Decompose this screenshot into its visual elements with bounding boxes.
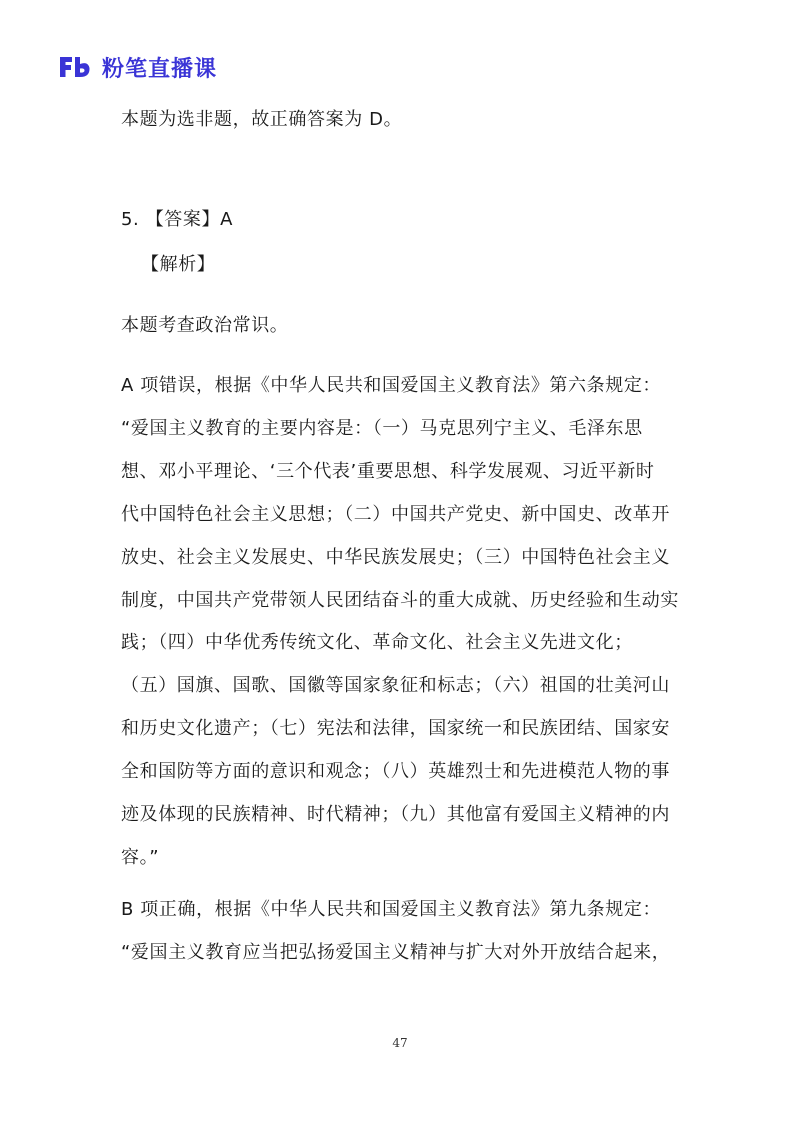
text-line: 制度，中国共产党带领人民团结奋斗的重大成就、历史经验和生动实 bbox=[121, 590, 679, 611]
text-line: 和历史文化遗产；（七）宪法和法律，国家统一和民族团结、国家安 bbox=[121, 718, 670, 739]
text-line: （五）国旗、国歌、国徽等国家象征和标志；（六）祖国的壮美河山 bbox=[121, 675, 670, 696]
text-line: 全和国防等方面的意识和观念；（八）英雄烈士和先进模范人物的事 bbox=[121, 761, 670, 782]
text-line: 容。” bbox=[121, 847, 160, 868]
page-header bbox=[58, 52, 217, 82]
answer-heading: 5. 【答案】A bbox=[121, 209, 234, 230]
text-line: 本题为选非题，故正确答案为 D。 bbox=[121, 109, 403, 130]
text-line: 本题考查政治常识。 bbox=[121, 315, 289, 336]
text-line: 放史、社会主义发展史、中华民族发展史；（三）中国特色社会主义 bbox=[121, 547, 670, 568]
text-line: 想、邓小平理论、‘三个代表’重要思想、科学发展观、习近平新时 bbox=[121, 461, 655, 482]
fb-logo-icon bbox=[58, 54, 92, 80]
text-line: B 项正确，根据《中华人民共和国爱国主义教育法》第九条规定： bbox=[121, 899, 662, 920]
text-line: “爱国主义教育的主要内容是：（一）马克思列宁主义、毛泽东思 bbox=[121, 418, 643, 439]
text-line: 迹及体现的民族精神、时代精神；（九）其他富有爱国主义精神的内 bbox=[121, 804, 670, 825]
text-line: 践；（四）中华优秀传统文化、革命文化、社会主义先进文化； bbox=[121, 632, 633, 653]
text-line: A 项错误，根据《中华人民共和国爱国主义教育法》第六条规定： bbox=[121, 375, 662, 396]
text-line: 代中国特色社会主义思想；（二）中国共产党史、新中国史、改革开 bbox=[121, 504, 670, 525]
brand-name: 粉笔直播课 bbox=[102, 56, 218, 82]
analysis-heading: 【解析】 bbox=[141, 254, 216, 275]
text-line: “爱国主义教育应当把弘扬爱国主义精神与扩大对外开放结合起来， bbox=[121, 942, 671, 963]
page-number: 47 bbox=[392, 1036, 408, 1050]
